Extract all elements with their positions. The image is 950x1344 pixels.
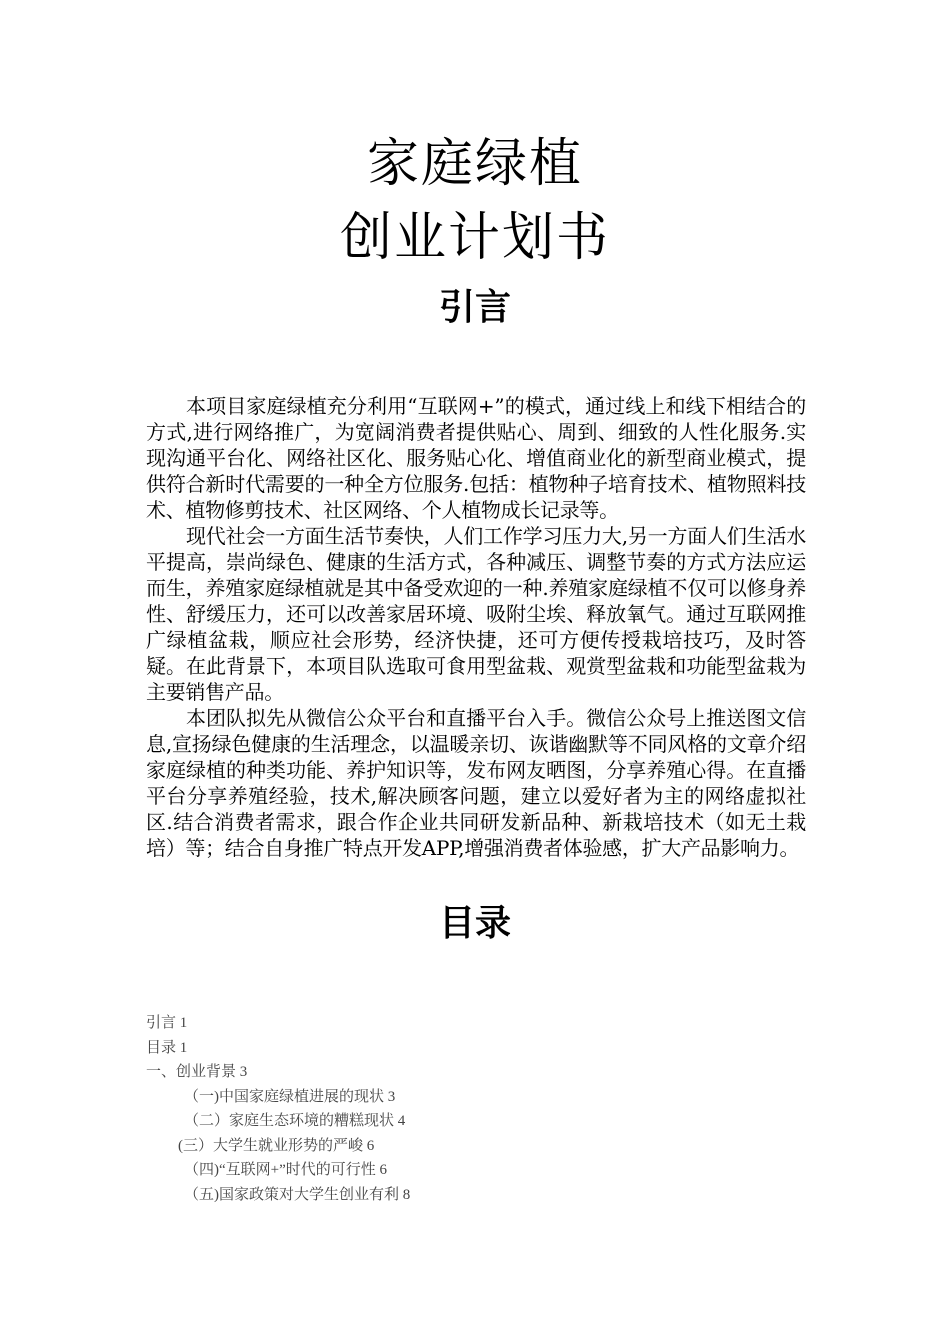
toc-item-subsection-2[interactable]: （二）家庭生态环境的糟糕现状 4 — [184, 1113, 406, 1129]
table-of-contents — [146, 1011, 746, 1207]
toc-item-subsection-5[interactable]: （五)国家政策对大学生创业有利 8 — [184, 1186, 411, 1203]
intro-body — [146, 393, 806, 861]
toc-item-intro[interactable]: 引言 1 — [146, 1015, 188, 1031]
toc-item-subsection-3[interactable]: (三）大学生就业形势的严峻 6 — [178, 1137, 375, 1154]
intro-paragraph-3: 本团队拟先从微信公众平台和直播平台入手。微信公众号上推送图文信息,宣扬绿色健康的生活理念，以温暖亲切、诙谐幽默等不同风格的文章介绍家庭绿植的种类功能、养护知识等，发布网友晒图，分享养殖心得。在直播平台分享养殖经验，技术,解决顾客问题，建立以爱好者为主的网络虚拟社区.结合消费者需求，跟合作企业共同研发新品种、新栽培技术（如无土栽培）等；结合自身推广特点开发APP,增强消费者体验感，扩大产品影响力。 — [146, 706, 806, 860]
toc-item-contents[interactable]: 目录 1 — [146, 1039, 188, 1056]
toc-item-subsection-4[interactable]: （四)“互联网+”时代的可行性 6 — [184, 1162, 388, 1178]
intro-paragraph-1: 本项目家庭绿植充分利用“互联网+”的模式，通过线上和线下相结合的方式,进行网络推广，为宽阔消费者提供贴心、周到、细致的人性化服务.实现沟通平台化、网络社区化、服务贴心化、增值商业化的新型商业模式，提供符合新时代需要的一种全方位服务.包括：植物种子培育技术、植物照料技术、植物修剪技术、社区网络、个人植物成长记录等。 — [146, 394, 806, 522]
toc-item-subsection-1[interactable]: （一)中国家庭绿植进展的现状 3 — [184, 1088, 396, 1105]
document-title-line-2: 创业计划书 — [339, 208, 610, 268]
intro-paragraph-2: 现代社会一方面生活节奏快，人们工作学习压力大,另一方面人们生活水平提高，崇尚绿色、健康的生活方式，各种减压、调整节奏的方式方法应运而生，养殖家庭绿植就是其中备受欢迎的一种.养殖家庭绿植不仅可以修身养性、舒缓压力，还可以改善家居环境、吸附尘埃、释放氧气。通过互联网推广绿植盆栽，顺应社会形势，经济快捷，还可方便传授栽培技巧，及时答疑。在此背景下，本项目队选取可食用型盆栽、观赏型盆栽和功能型盆栽为主要销售产品。 — [146, 524, 806, 704]
document-title-line-1: 家庭绿植 — [366, 134, 583, 194]
toc-heading: 目录 — [438, 903, 511, 944]
toc-item-background[interactable]: 一、创业背景 3 — [146, 1064, 248, 1080]
intro-heading: 引言 — [438, 287, 511, 328]
